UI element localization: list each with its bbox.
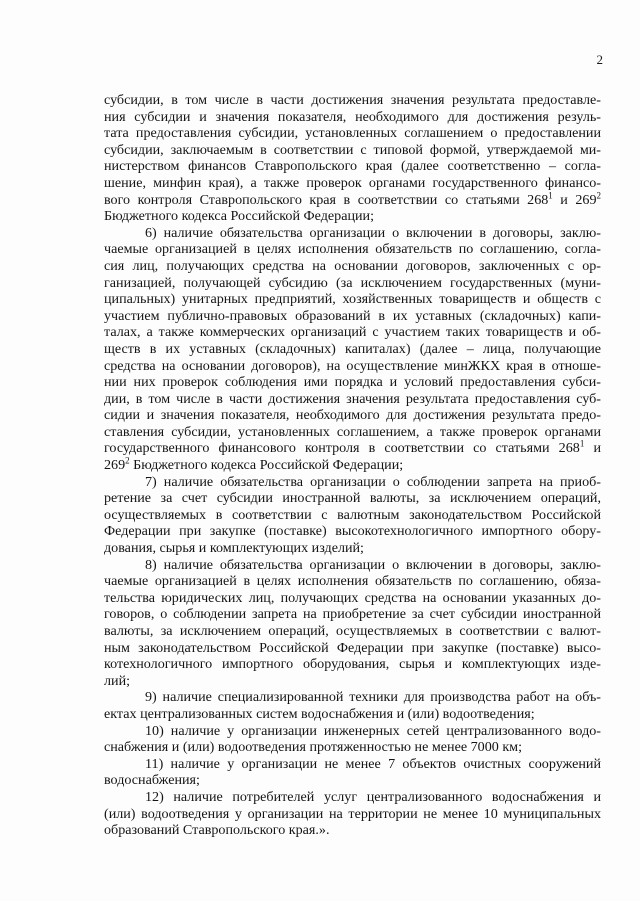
text-line: Федерации при закупке (поставке) высокотехнологичного импортного обору- (104, 523, 601, 540)
text-line: (или) водоотведения у организации на территории не менее 10 муниципальных (104, 805, 601, 822)
text-line: Бюджетного кодекса Российской Федерации; (104, 208, 374, 225)
text-line: ретение за счет субсидии иностранной валюты, за исключением операций, (104, 490, 601, 507)
text-line: 8) наличие обязательства организации о включении в договоры, заклю- (145, 556, 601, 573)
paragraph-p11 (104, 756, 601, 789)
text-line: ставления субсидии, установленных соглашением, а также проверок органами (104, 423, 601, 440)
text-line: шение, минфин края), а также проверок органами государственного финансо- (104, 174, 601, 191)
paragraph-p5-cont (104, 92, 601, 225)
text-line: котехнологичного импортного оборудования, сырья и комплектующих изде- (104, 656, 601, 673)
text-line: говоров, о соблюдении запрета на приобретение за счет субсидии иностранной (104, 606, 601, 623)
paragraph-p7 (104, 474, 601, 557)
text-line: дии, в том числе в части достижения значения результата предоставления суб- (104, 390, 601, 407)
text-line: осуществляемых в соответствии с валютным законодательством Российской (104, 506, 601, 523)
text-line: вого контроля Ставропольского края в соответствии со статьями $268^1$ и $269^2$ (104, 189, 601, 208)
text-line: 10) наличие у организации инженерных сетей централизованного водо- (145, 722, 601, 739)
text-line: тельства юридических лиц, получающих средства на основании указанных до- (104, 589, 601, 606)
text-line: нии них проверок соблюдения ими порядка и условий предоставления субси- (104, 374, 601, 391)
text-line: тата предоставления субсидии, установленных соглашением о предоставлении (104, 125, 601, 142)
text-line: водоснабжения; (104, 772, 200, 789)
text-line: сидии и значения показателя, необходимого для достижения результата предо- (104, 407, 601, 424)
text-line: ганизацией, получающей субсидию (за исключением государственных (муни- (104, 274, 601, 291)
text-line: средства на основании договоров), на осуществление минЖКХ края в отноше- (104, 357, 601, 374)
text-line: 12) наличие потребителей услуг централизованного водоснабжения и (145, 788, 601, 805)
paragraph-p9 (104, 689, 601, 722)
page-number: 2 (596, 52, 603, 67)
text-line: чаемые организацией в целях исполнения обязательств по соглашению, обяза- (104, 573, 601, 590)
text-line: ществ в их уставных (складочных) капиталах) (далее – лица, получающие (104, 340, 601, 357)
text-line: чаемые организацией в целях исполнения обязательств по соглашению, согла- (104, 241, 601, 258)
text-line: 6) наличие обязательства организации о включении в договоры, заклю- (145, 224, 601, 241)
text-line: образований Ставропольского края.». (104, 822, 330, 839)
text-line: ципальных) унитарных предприятий, хозяйственных товариществ и обществ с (104, 291, 601, 308)
text-line: талах, а также коммерческих организаций с участием таких товариществ и об- (104, 324, 601, 341)
text-line: снабжения и (или) водоотведения протяженностью не менее 7000 км; (104, 739, 523, 756)
text-line: лий; (104, 672, 131, 689)
paragraph-p8 (104, 557, 601, 690)
text-line: $269^2$ Бюджетного кодекса Российской Федерации; (104, 455, 404, 474)
text-line: ектах централизованных систем водоснабжения и (или) водоотведения; (104, 705, 535, 722)
text-line: 7) наличие обязательства организации о соблюдении запрета на приоб- (145, 473, 601, 490)
text-line: ния субсидии и значения показателя, необходимого для достижения резуль- (104, 108, 601, 125)
paragraph-p10 (104, 723, 601, 756)
text-line: участием публично-правовых образований в их уставных (складочных) капи- (104, 307, 601, 324)
document-body (104, 92, 601, 839)
paragraph-p12 (104, 789, 601, 839)
paragraph-p6 (104, 225, 601, 474)
text-line: валюты, за исключением операций, осуществляемых в соответствии с валют- (104, 623, 601, 639)
text-line: дования, сырья и комплектующих изделий; (104, 540, 364, 557)
text-line: 9) наличие специализированной техники для производства работ на объ- (145, 689, 601, 706)
text-line: государственного финансового контроля в соответствии со статьями $268^1$ и (104, 438, 601, 457)
text-line: 11) наличие у организации не менее 7 объектов очистных сооружений (145, 755, 601, 772)
text-line: субсидии, заключаемым в соответствии с типовой формой, утверждаемой ми- (104, 141, 601, 158)
text-line: сия лиц, получающих средства на основании договоров, заключенных с ор- (104, 257, 601, 274)
text-line: ным законодательством Российской Федерации при закупке (поставке) высо- (104, 639, 601, 656)
text-line: субсидии, в том числе в части достижения значения результата предоставле- (104, 92, 601, 108)
text-line: нистерством финансов Ставропольского края (далее соответственно – согла- (104, 158, 601, 175)
